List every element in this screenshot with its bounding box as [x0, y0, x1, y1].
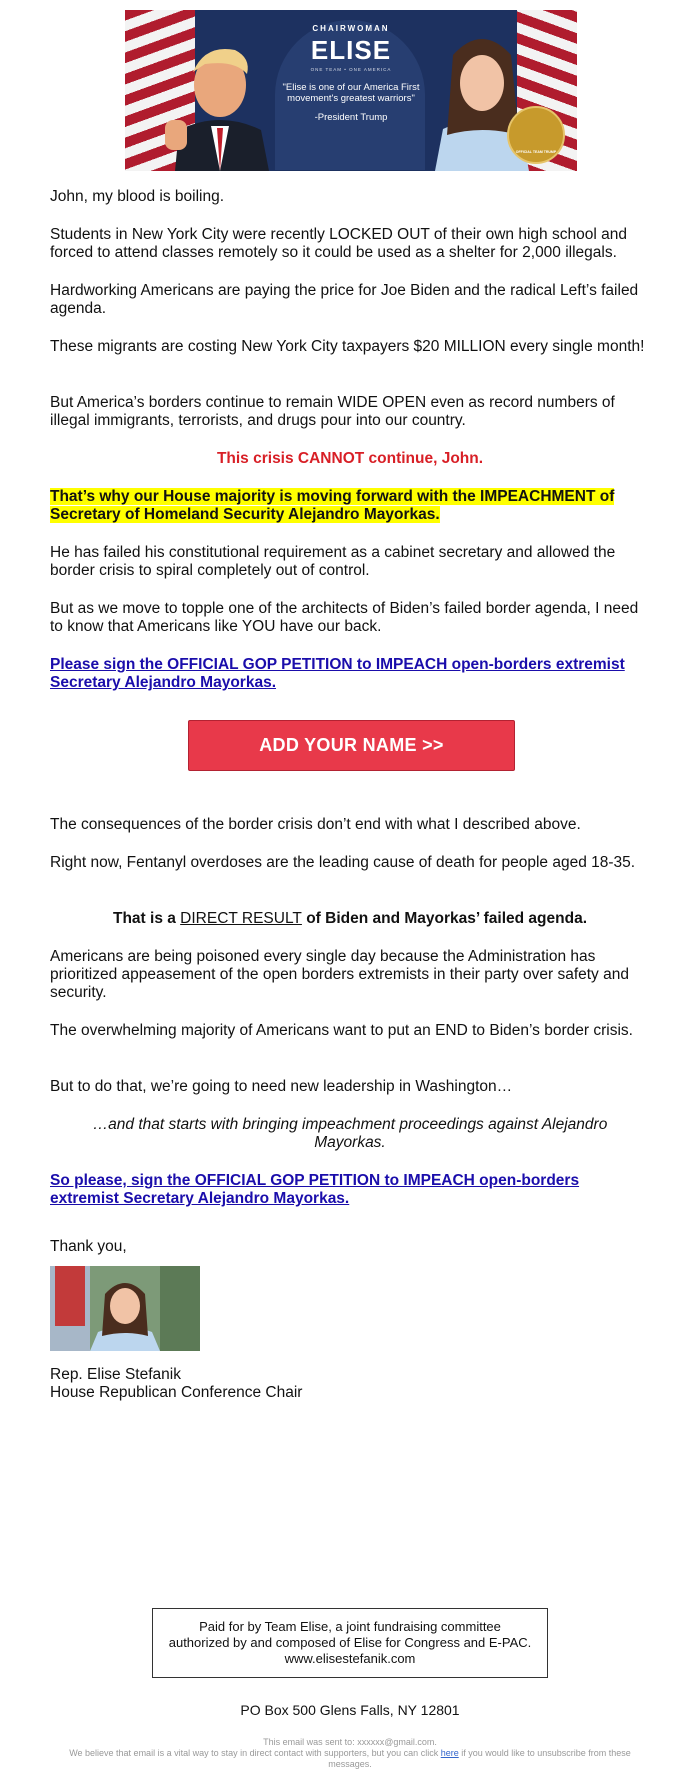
paragraph-hardworking: Hardworking Americans are paying the price for Joe Biden and the radical Left’s failed agenda.: [50, 282, 639, 317]
banner-small-title: CHAIRWOMAN: [312, 24, 390, 33]
unsubscribe-post: if you would like to unsubscribe from these messages.: [328, 1748, 631, 1769]
unsubscribe-pre: We believe that email is a vital way to stay in direct contact with supporters, but you can click: [69, 1748, 441, 1758]
paragraph-failed: He has failed his constitutional requirement as a cabinet secretary and allowed the border crisis to spiral completely out of control.: [50, 544, 616, 579]
team-trump-seal: [507, 106, 565, 164]
header-banner: [125, 10, 577, 171]
crisis-callout: This crisis CANNOT continue, John.: [216, 450, 484, 467]
signature-photo: [50, 1266, 200, 1351]
paragraph-fentanyl: Right now, Fentanyl overdoses are the leading cause of death for people aged 18-35.: [50, 854, 636, 871]
paragraph-greeting: John, my blood is boiling.: [50, 188, 225, 205]
paragraph-proceedings: …and that starts with bringing impeachment proceedings against Alejandro Mayorkas.: [92, 1116, 608, 1151]
paragraph-poisoned: Americans are being poisoned every single day because the Administration has prioritized appeasement of the open borders extremists in their party over safety and security.: [50, 948, 629, 1001]
mailing-address: PO Box 500 Glens Falls, NY 12801: [240, 1702, 460, 1718]
direct-result-underlined: DIRECT RESULT: [180, 910, 302, 927]
impeachment-highlight: [50, 488, 650, 524]
paragraph-students: Students in New York City were recently LOCKED OUT of their own high school and forced to attend classes remotely so it could be used as a shelter for 2,000 illegals.: [50, 226, 627, 261]
petition-link-1[interactable]: Please sign the OFFICIAL GOP PETITION to IMPEACH open-borders extremist Secretary Alejandro Mayorkas.: [50, 656, 625, 691]
banner-attribution: -President Trump: [314, 112, 388, 123]
paid-for-disclaimer: Paid for by Team Elise, a joint fundraising committee authorized by and composed of Elise for Congress and E-PAC. www.elisestefanik.com: [152, 1608, 548, 1678]
signature-name: Rep. Elise Stefanik: [50, 1366, 181, 1383]
seal-text: OFFICIAL TEAM TRUMP: [515, 150, 557, 154]
unsubscribe-link[interactable]: here: [440, 1748, 459, 1758]
banner-center: [275, 24, 427, 123]
stefanik-photo: [50, 1266, 200, 1351]
unsubscribe-notice: [50, 1748, 650, 1770]
paragraph-majority: The overwhelming majority of Americans want to put an END to Biden’s border crisis.: [50, 1022, 633, 1039]
direct-result-post: of Biden and Mayorkas’ failed agenda.: [301, 910, 588, 927]
paragraph-costs: These migrants are costing New York City taxpayers $20 MILLION every single month!: [50, 338, 645, 355]
paragraph-consequences: The consequences of the border crisis don’t end with what I described above.: [50, 816, 581, 833]
elise-logo: ELISE: [310, 35, 392, 65]
highlighted-text: That’s why our House majority is moving forward with the IMPEACHMENT of Secretary of Homeland Security Alejandro Mayorkas.: [50, 488, 615, 523]
petition-link-2[interactable]: So please, sign the OFFICIAL GOP PETITION to IMPEACH open-borders extremist Secretary Alejandro Mayorkas.: [50, 1172, 580, 1207]
paragraph-borders: But America’s borders continue to remain WIDE OPEN even as record numbers of illegal immigrants, terrorists, and drugs pour into our country.: [50, 394, 615, 429]
banner-tagline: ONE TEAM • ONE AMERICA: [310, 67, 392, 72]
direct-result-callout: [50, 910, 650, 928]
direct-result-pre: That is a: [112, 910, 181, 927]
signature-title: House Republican Conference Chair: [50, 1384, 303, 1401]
add-your-name-button[interactable]: ADD YOUR NAME >>: [188, 720, 515, 771]
trump-portrait: [165, 30, 275, 171]
banner-quote: "Elise is one of our America First movement's greatest warriors": [282, 82, 420, 104]
paragraph-leadership: But to do that, we’re going to need new leadership in Washington…: [50, 1078, 513, 1095]
sent-to-notice: This email was sent to: xxxxxx@gmail.com.: [263, 1737, 437, 1747]
paragraph-topple: But as we move to topple one of the architects of Biden’s failed border agenda, I need to know that Americans like YOU have our back.: [50, 600, 639, 635]
closing-text: Thank you,: [50, 1238, 127, 1255]
